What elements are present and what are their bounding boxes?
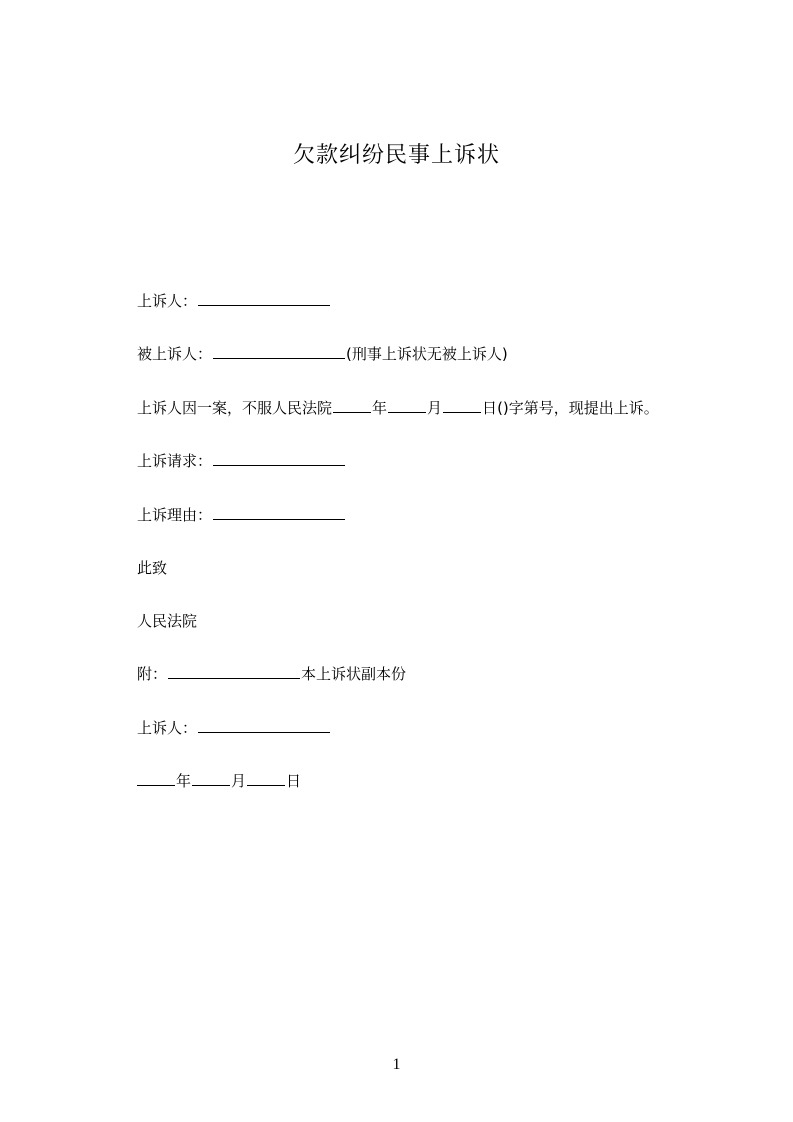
request-line [137, 450, 346, 472]
date-year-label: 年 [176, 772, 192, 790]
appellee-line [137, 343, 508, 365]
attachment-blank [168, 664, 300, 679]
request-label: 上诉请求： [137, 452, 213, 470]
page-number: 1 [392, 1056, 401, 1073]
case-line [137, 397, 659, 419]
case-day-label: 日 [482, 399, 498, 417]
attachment-line [137, 663, 406, 685]
appellant-label: 上诉人： [137, 292, 198, 310]
appellee-blank [213, 344, 345, 359]
case-month-blank [388, 398, 426, 413]
attachment-label: 附： [137, 665, 168, 683]
signature-blank [198, 718, 330, 733]
case-day-blank [443, 398, 481, 413]
court-name: 人民法院 [137, 612, 198, 630]
date-year-blank [137, 771, 175, 786]
case-text-part2: ()字第号，现提出上诉。 [497, 399, 659, 417]
reason-blank [213, 505, 345, 520]
case-year-blank [333, 398, 371, 413]
date-line [137, 770, 301, 792]
document-title: 欠款纠纷民事上诉状 [292, 143, 500, 168]
appellant-blank [198, 291, 330, 306]
date-month-blank [192, 771, 230, 786]
date-day-blank [247, 771, 285, 786]
attachment-suffix: 本上诉状副本份 [301, 665, 407, 683]
signature-line [137, 717, 331, 739]
appellant-line [137, 290, 331, 312]
signature-label: 上诉人： [137, 719, 198, 737]
salutation: 此致 [137, 559, 168, 577]
reason-label: 上诉理由： [137, 506, 213, 524]
case-text-part1: 上诉人因一案，不服人民法院 [137, 399, 333, 417]
case-month-label: 月 [427, 399, 443, 417]
date-month-label: 月 [231, 772, 247, 790]
request-blank [213, 451, 345, 466]
date-day-label: 日 [286, 772, 302, 790]
appellee-note: (刑事上诉状无被上诉人) [346, 345, 508, 363]
appellee-label: 被上诉人： [137, 345, 213, 363]
case-year-label: 年 [372, 399, 388, 417]
reason-line [137, 504, 346, 526]
